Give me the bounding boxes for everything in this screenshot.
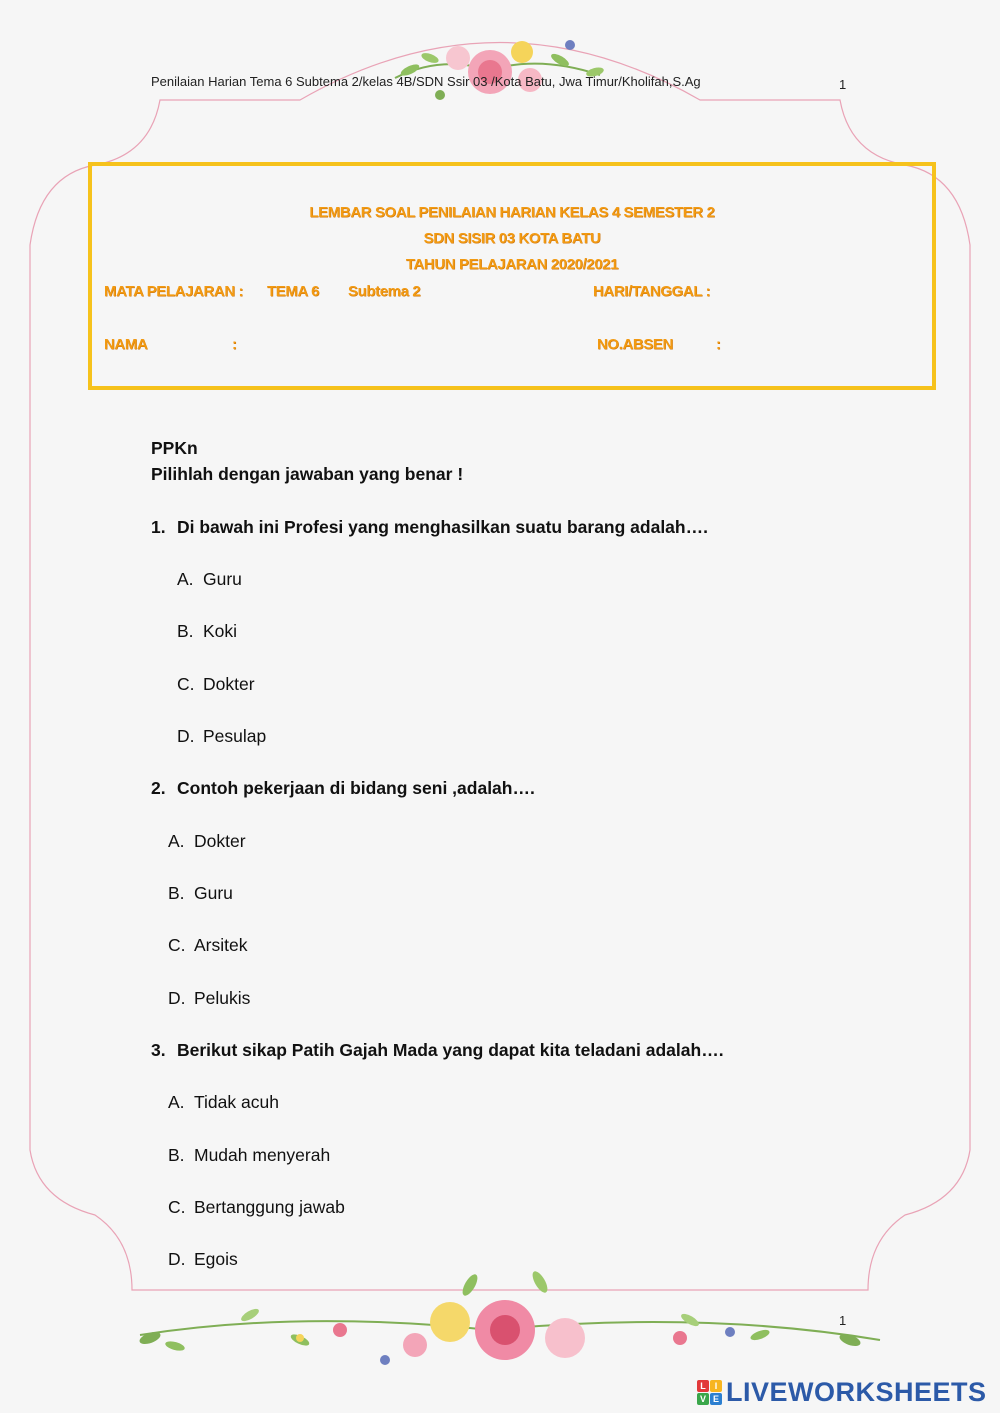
instruction: Pilihlah dengan jawaban yang benar ! bbox=[151, 464, 464, 484]
option-letter: C. bbox=[168, 1197, 186, 1217]
tema-label: TEMA 6 bbox=[267, 283, 320, 300]
option-letter: D. bbox=[168, 1249, 186, 1269]
option-text: Tidak acuh bbox=[194, 1092, 279, 1112]
running-header: Penilaian Harian Tema 6 Subtema 2/kelas 4B/SDN Ssir 03 /Kota Batu, Jwa Timur/Kholifah,S.Ag bbox=[151, 74, 701, 89]
title-line-2: SDN SISIR 03 KOTA BATU bbox=[423, 230, 601, 247]
logo-letter: L bbox=[697, 1380, 709, 1392]
name-label: NAMA bbox=[104, 336, 148, 353]
option-3b[interactable] bbox=[168, 1145, 330, 1166]
logo-letter: V bbox=[697, 1393, 709, 1405]
option-letter: A. bbox=[177, 569, 194, 589]
absen-colon: : bbox=[716, 336, 721, 353]
liveworksheets-brand[interactable] bbox=[697, 1375, 987, 1409]
question-text: Berikut sikap Patih Gajah Mada yang dapat kita teladani adalah…. bbox=[177, 1040, 724, 1060]
option-2a[interactable] bbox=[168, 831, 246, 852]
option-letter: A. bbox=[168, 1092, 185, 1112]
title-box bbox=[88, 162, 936, 390]
option-text: Pesulap bbox=[203, 726, 267, 746]
option-3a[interactable] bbox=[168, 1092, 279, 1113]
question-3 bbox=[151, 1040, 724, 1061]
option-letter: B. bbox=[168, 883, 185, 903]
option-text: Pelukis bbox=[194, 988, 251, 1008]
absen-label: NO.ABSEN bbox=[597, 336, 673, 353]
option-3c[interactable] bbox=[168, 1197, 345, 1218]
page-number-bottom: 1 bbox=[839, 1313, 847, 1328]
option-1b[interactable] bbox=[177, 621, 237, 642]
subject-heading: PPKn bbox=[151, 438, 198, 458]
option-letter: B. bbox=[168, 1145, 185, 1165]
page-number-top: 1 bbox=[839, 77, 847, 92]
option-letter: D. bbox=[168, 988, 186, 1008]
brand-name: LIVEWORKSHEETS bbox=[726, 1376, 987, 1407]
option-text: Dokter bbox=[203, 674, 255, 694]
question-2 bbox=[151, 778, 535, 799]
option-1a[interactable] bbox=[177, 569, 242, 590]
option-3d[interactable] bbox=[168, 1249, 238, 1270]
option-letter: B. bbox=[177, 621, 194, 641]
option-text: Bertanggung jawab bbox=[194, 1197, 345, 1217]
title-line-3: TAHUN PELAJARAN 2020/2021 bbox=[405, 256, 619, 273]
date-label: HARI/TANGGAL : bbox=[593, 283, 711, 300]
option-text: Guru bbox=[203, 569, 242, 589]
subject-label: MATA PELAJARAN : bbox=[104, 283, 244, 300]
option-2c[interactable] bbox=[168, 935, 247, 956]
option-text: Mudah menyerah bbox=[194, 1145, 331, 1165]
title-line-1: LEMBAR SOAL PENILAIAN HARIAN KELAS 4 SEMESTER 2 bbox=[309, 204, 715, 221]
bottom-floral-ornament bbox=[138, 1269, 880, 1365]
question-text: Di bawah ini Profesi yang menghasilkan suatu barang adalah…. bbox=[177, 517, 708, 537]
option-text: Arsitek bbox=[194, 935, 248, 955]
top-floral-ornament bbox=[395, 40, 605, 100]
option-letter: A. bbox=[168, 831, 185, 851]
option-1c[interactable] bbox=[177, 674, 255, 695]
option-2d[interactable] bbox=[168, 988, 250, 1009]
subtema-label: Subtema 2 bbox=[348, 283, 421, 300]
question-number: 3. bbox=[151, 1040, 166, 1060]
option-text: Koki bbox=[203, 621, 238, 641]
option-text: Dokter bbox=[194, 831, 246, 851]
question-number: 2. bbox=[151, 778, 166, 798]
option-letter: C. bbox=[168, 935, 186, 955]
question-text: Contoh pekerjaan di bidang seni ,adalah…. bbox=[177, 778, 535, 798]
logo-letter: E bbox=[710, 1393, 722, 1405]
option-1d[interactable] bbox=[177, 726, 266, 747]
question-number: 1. bbox=[151, 517, 166, 537]
name-colon: : bbox=[232, 336, 237, 353]
option-text: Egois bbox=[194, 1249, 238, 1269]
option-letter: D. bbox=[177, 726, 195, 746]
option-2b[interactable] bbox=[168, 883, 233, 904]
option-text: Guru bbox=[194, 883, 233, 903]
logo-letter: I bbox=[710, 1380, 722, 1392]
option-letter: C. bbox=[177, 674, 195, 694]
liveworksheets-logo-icon bbox=[697, 1380, 722, 1405]
question-1 bbox=[151, 517, 708, 538]
